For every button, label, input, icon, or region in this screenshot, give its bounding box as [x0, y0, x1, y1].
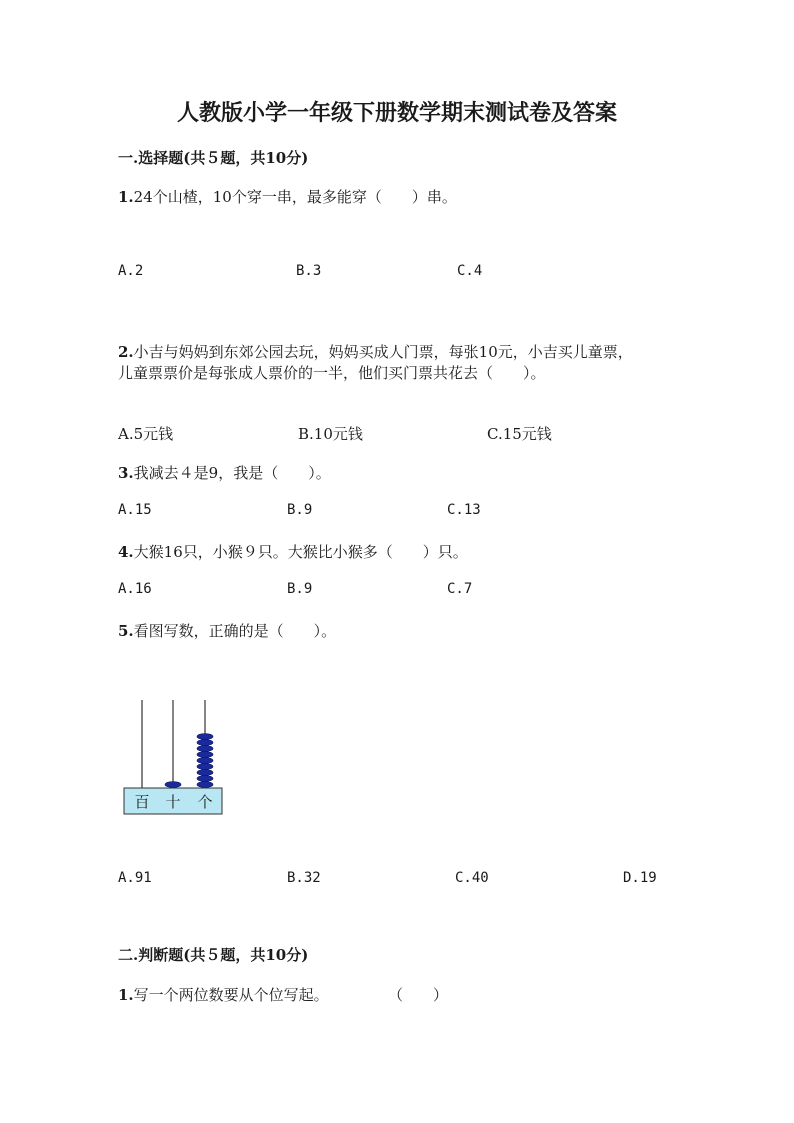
- question-3: [118, 462, 331, 483]
- abacus-bead-ones: [197, 776, 213, 782]
- question-number: 1.: [118, 188, 134, 206]
- question-number: 5.: [118, 622, 134, 640]
- question-5: [118, 620, 336, 641]
- abacus-bead-ones: [197, 770, 213, 776]
- question-1: [118, 186, 457, 207]
- option-a: A.91: [118, 870, 152, 886]
- question-number: 1.: [118, 986, 134, 1004]
- question-number: 4.: [118, 543, 134, 561]
- question-text: 24个山楂，10个穿一串，最多能穿（ ）串。: [133, 188, 457, 206]
- page-title: 人教版小学一年级下册数学期末测试卷及答案: [176, 100, 617, 126]
- option-c: C.7: [447, 581, 473, 597]
- abacus-bead-ones: [197, 782, 213, 788]
- section-heading-judge: 二.判断题(共５题，共10分): [118, 946, 309, 964]
- option-b: B.3: [296, 263, 322, 279]
- abacus-bead-ones: [197, 758, 213, 764]
- abacus-bead-ones: [197, 746, 213, 752]
- question-text: 大猴16只，小猴９只。大猴比小猴多（ ）只。: [133, 543, 468, 561]
- option-b: B.32: [287, 870, 321, 886]
- question-number: 3.: [118, 464, 134, 482]
- judge-answer-blank: （ ）: [388, 986, 449, 1004]
- abacus-label-hundreds: 百: [134, 793, 150, 811]
- option-d: D.19: [623, 870, 657, 886]
- option-c: C.4: [457, 263, 483, 279]
- abacus-figure: [118, 696, 228, 818]
- abacus-bead-ones: [197, 764, 213, 770]
- judge-question-1: [118, 984, 329, 1005]
- abacus-label-ones: 个: [197, 793, 213, 811]
- question-text: 看图写数，正确的是（ ）。: [133, 622, 337, 640]
- option-a: A.15: [118, 502, 152, 518]
- option-c: C.40: [455, 870, 489, 886]
- question-text: 我减去４是9，我是（ ）。: [133, 464, 331, 482]
- abacus-bead-tens: [165, 782, 181, 788]
- question-2-line-2: 儿童票票价是每张成人票价的一半，他们买门票共花去（ ）。: [118, 364, 546, 382]
- question-4: [118, 541, 468, 562]
- option-a: A.5元钱: [118, 425, 174, 443]
- option-b: B.9: [287, 502, 313, 518]
- option-b: B.10元钱: [298, 425, 363, 443]
- option-a: A.2: [118, 263, 144, 279]
- abacus-bead-ones: [197, 734, 213, 740]
- abacus-bead-ones: [197, 752, 213, 758]
- abacus-bead-ones: [197, 740, 213, 746]
- option-a: A.16: [118, 581, 152, 597]
- option-b: B.9: [287, 581, 313, 597]
- question-text: 小吉与妈妈到东郊公园去玩，妈妈买成人门票，每张10元，小吉买儿童票，: [133, 343, 633, 361]
- option-c: C.13: [447, 502, 481, 518]
- abacus-beads: [165, 734, 213, 788]
- question-text: 写一个两位数要从个位写起。: [133, 986, 329, 1004]
- question-2: [118, 341, 633, 362]
- question-number: 2.: [118, 343, 134, 361]
- option-c: C.15元钱: [487, 425, 552, 443]
- section-heading-choice: 一.选择题(共５题，共10分): [118, 149, 309, 167]
- abacus-label-tens: 十: [165, 793, 181, 811]
